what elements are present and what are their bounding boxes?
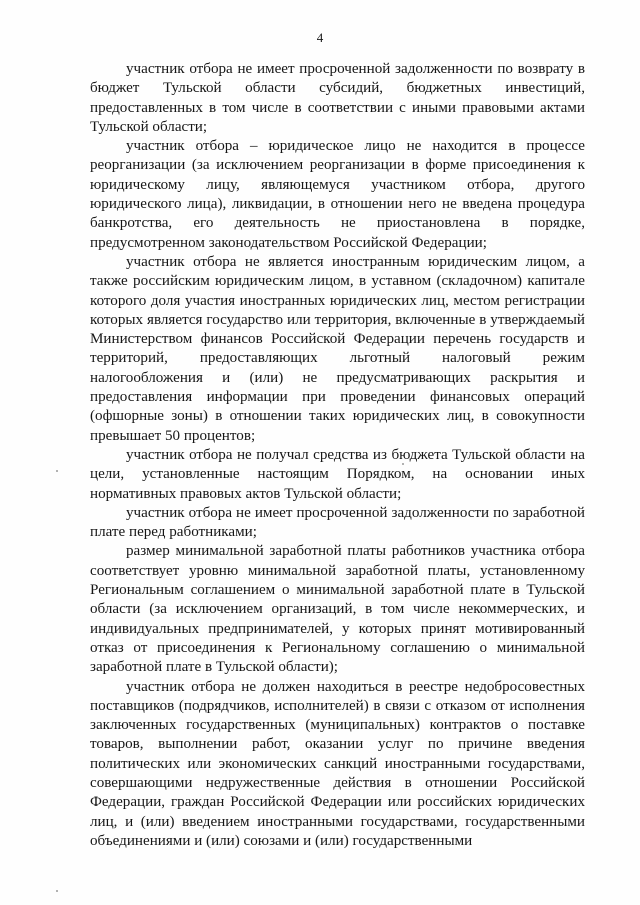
scan-speck: [56, 470, 58, 472]
paragraph-reorganization: участник отбора – юридическое лицо не находится в процессе реорганизации (за исключением реорганизации в форме присоединения к юридическому лицу, являющемуся участником отбора, другого юридического лица), ликвидации, в отношении него не введена процедура банкротства, его деятельность не приостановлена в порядке, предусмотренном законодательством Российской Федерации;: [90, 138, 585, 251]
paragraph-foreign-entity: участник отбора не является иностранным юридическим лицом, а также российским юридическим лицом, в уставном (складочном) капитале которого доля участия иностранных юридических лиц, местом регистрации которых является государство или территория, включенные в утверждаемый Министерством финансов Российской Федерации перечень государств и территорий, предоставляющих льготный налоговый режим налогообложения и (или) не предусматривающих раскрытия и предоставления информации при проведении финансовых операций (офшорные зоны) в отношении таких юридических лиц, в совокупности превышает 50 процентов;: [90, 253, 585, 444]
paragraph-unfair-suppliers-registry: участник отбора не должен находиться в реестре недобросовестных поставщиков (подрядчиков, исполнителей) в связи с отказом от исполнения заключенных государственных (муниципальных) контрактов о поставке товаров, выполнении работ, оказании услуг по причине введения политических или экономических санкций иностранными государствами, совершающими недружественные действия в отношении Российской Федерации, граждан Российской Федерации или российских юридических лиц, и (или) введением иностранными государствами, государственными объединениями и (или) союзами и (или) государственными: [90, 678, 585, 849]
scan-speck: [402, 463, 404, 465]
paragraph-wage-arrears: участник отбора не имеет просроченной задолженности по заработной плате перед работниками;: [90, 504, 585, 541]
body-text: [90, 60, 585, 851]
paragraph-minimum-wage: размер минимальной заработной платы работников участника отбора соответствует уровню минимальной заработной платы, установленному Региональным соглашением о минимальной заработной плате в Тульской области (за исключением организаций, в том числе некоммерческих, и индивидуальных предпринимателей, у которых принят мотивированный отказ от присоединения к Региональному соглашению о минимальной заработной плате в Тульской области);: [90, 543, 585, 676]
scan-speck: [56, 890, 58, 892]
paragraph-budget-debt: участник отбора не имеет просроченной задолженности по возврату в бюджет Тульской области субсидий, бюджетных инвестиций, предоставленных в том числе в соответствии с иными правовыми актами Тульской области;: [90, 61, 585, 135]
page-number: 4: [316, 30, 324, 45]
paragraph-no-other-funds: участник отбора не получал средства из бюджета Тульской области на цели, установленные настоящим Порядком, на основании иных нормативных правовых актов Тульской области;: [90, 446, 585, 502]
